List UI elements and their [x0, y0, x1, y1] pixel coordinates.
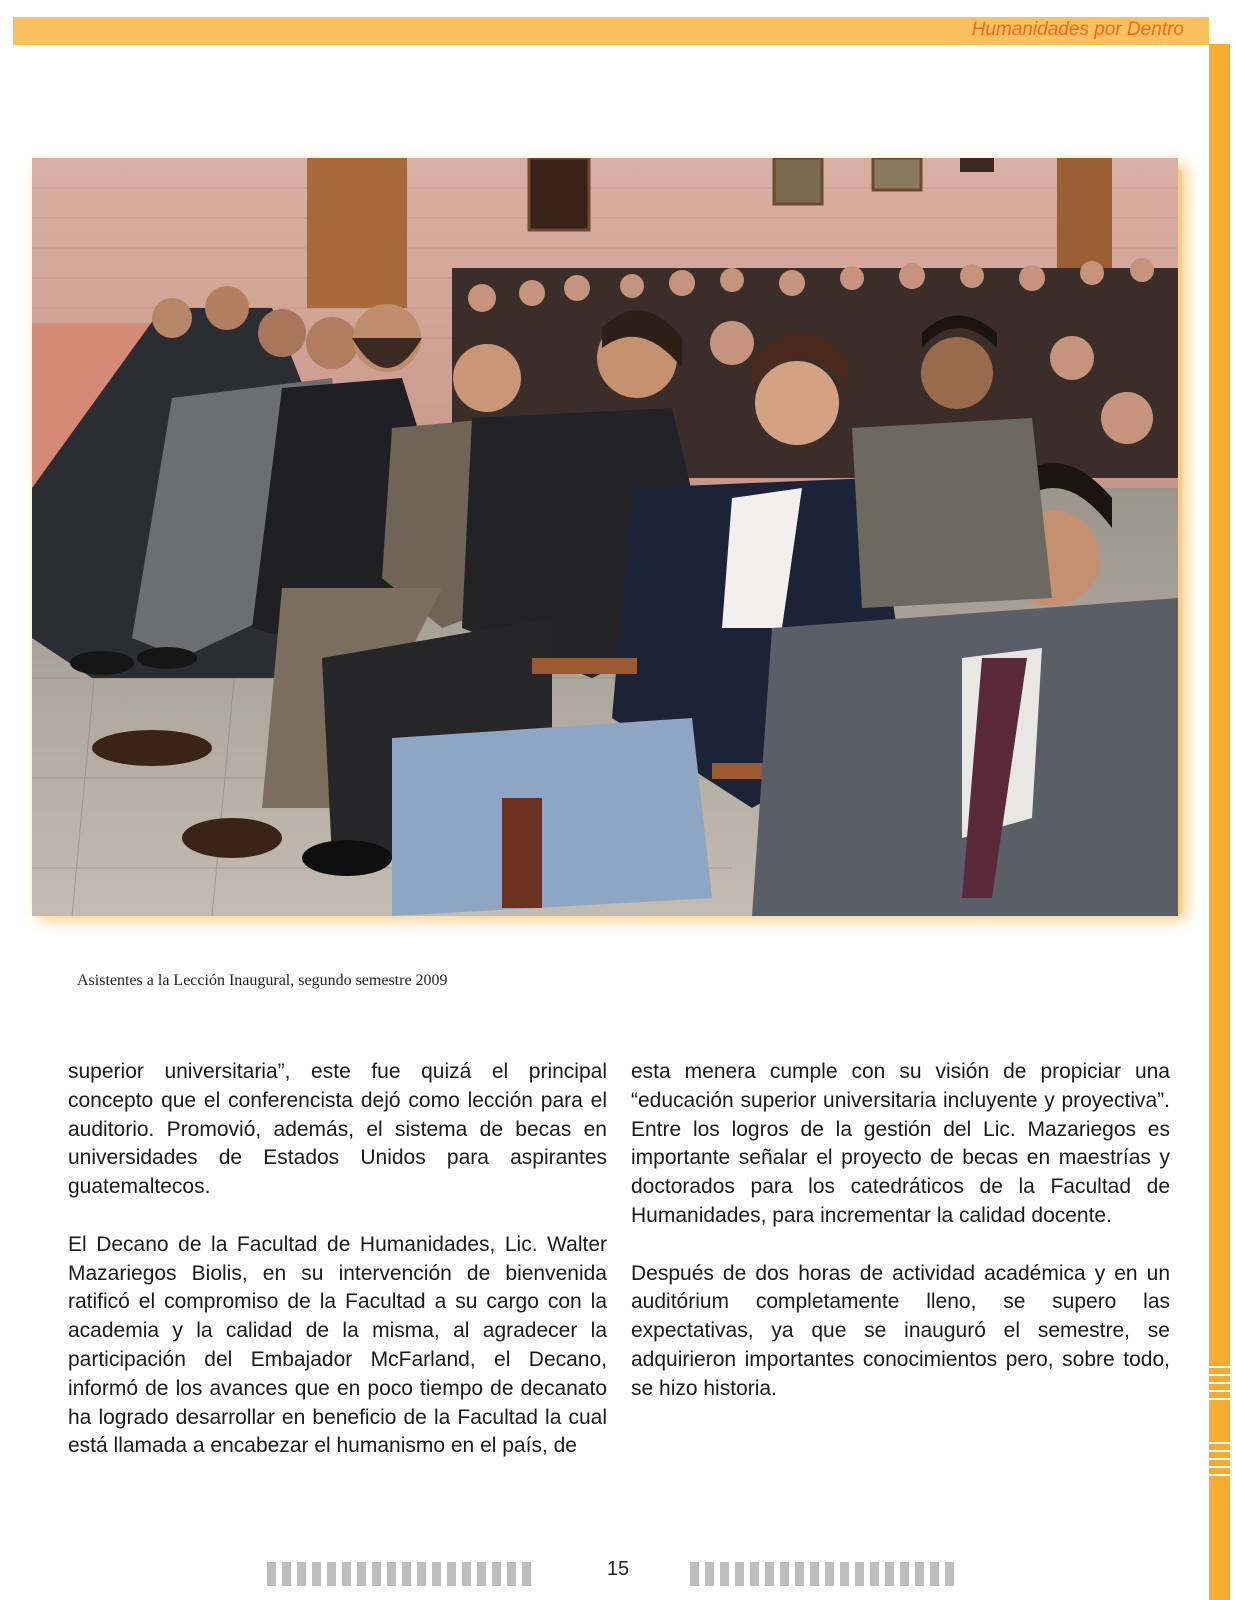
- article-paragraph: Después de dos horas de actividad académica y en un auditórium completamente lleno, se supero las expectativas, ya que se inauguró el semestre, se adquirieron importantes conocimientos pero, sobre todo, se hizo historia.: [631, 1261, 1170, 1400]
- side-bar-stripes: [1209, 1366, 1230, 1506]
- photo-caption: Asistentes a la Lección Inaugural, segundo semestre 2009: [77, 972, 448, 989]
- article-paragraph: El Decano de la Facultad de Humanidades, Lic. Walter Mazariegos Biolis, en su intervención de bienvenida ratificó el compromiso de la Facultad a su cargo con la academia y la calidad de la misma, al agradecer la participación del Embajador McFarland, el Decano, informó de los avances que en poco tiempo de decanato ha logrado desarrollar en beneficio de la Facultad la cual está llamada a encabezar el humanismo en el país, de: [68, 1232, 607, 1458]
- article-column-right: [631, 1058, 1170, 1432]
- article-paragraph: esta menera cumple con su visión de propiciar una “educación superior universitaria incluyente y proyectiva”. Entre los logros de la gestión del Lic. Mazariegos es importante señalar el proyecto de becas en maestrías y doctorados para los catedráticos de la Facultad de Humanidades, para incrementar la calidad docente.: [631, 1060, 1170, 1227]
- article-column-left: [68, 1058, 607, 1490]
- footer-decoration-right: [690, 1562, 960, 1586]
- article-paragraph: superior universitaria”, este fue quizá el principal concepto que el conferencista dejó como lección para el auditorio. Promovió, además, el sistema de becas en universidades de Estados Unidos para aspirantes guatemaltecos.: [68, 1060, 607, 1199]
- audience-photo: [32, 158, 1178, 916]
- audience-photo-illustration: [32, 158, 1178, 916]
- magazine-title: Humanidades por Dentro: [971, 19, 1184, 40]
- page-number: 15: [606, 1558, 630, 1580]
- footer-decoration-left: [267, 1562, 537, 1586]
